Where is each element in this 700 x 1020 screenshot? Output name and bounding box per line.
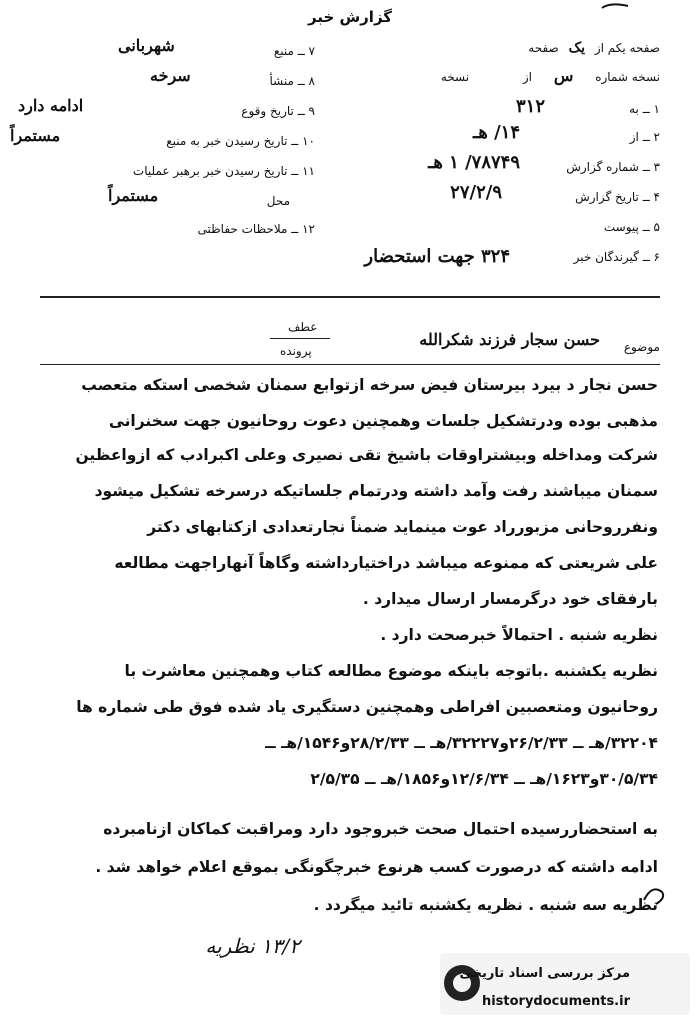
field-security-notes-label: ۱۲ ــ ملاحظات حفاظتی — [197, 222, 315, 236]
page-number-label: صفحه یکم از — [594, 41, 660, 55]
subject-value: حسن سجار فرزند شکرالله — [419, 330, 600, 349]
body-line: به استحضاررسیده احتمال صحت خبروجود دارد ومراقبت کماکان ازنامبرده — [103, 820, 658, 838]
file-label: پرونده — [280, 344, 312, 358]
field-to-label: ۱ ــ به — [629, 102, 660, 116]
document-title: گزارش خبر — [307, 8, 393, 26]
handwritten-note: ۱۳/۲ نظریه — [205, 934, 300, 958]
body-line: سمنان میباشند رفت وآمد داشته ودرتمام جلساتیکه درسرخه تشکیل میشود — [94, 482, 658, 500]
field-recipients-label: ۶ ــ گیرندگان خبر — [573, 250, 660, 264]
body-line: نظریه سه شنبه . نظریه یکشنبه تائید میگردد . — [313, 896, 658, 914]
subject-label: موضوع — [623, 340, 660, 354]
reference-divider — [270, 338, 330, 339]
field-recipients-value: ۳۲۴ جهت استحضار — [364, 246, 510, 267]
body-line: حسن نجار د بیرد بیرستان فیض سرخه ازتوابع سمنان شخصی استکه متعصب — [81, 376, 658, 394]
field-source-receive-date-value: مستمراً — [10, 126, 61, 145]
body-line: مذهبی بوده ودرتشکیل جلسات وهمچنین دعوت روحانیون جهت سخنرانی — [108, 412, 658, 430]
field-attachment-label: ۵ ــ پیوست — [603, 220, 660, 234]
copy-number-row — [441, 66, 660, 85]
field-report-date-value: ۲۷/۲/۹ — [450, 182, 502, 203]
handwritten-mark — [640, 880, 670, 910]
body-line: شرکت ومداخله وبیشتراوقات باشیخ تقی نصیری وعلی اکبرادب که ازواعظین — [75, 446, 658, 464]
field-from-value: ۱۴/ هـ — [473, 122, 520, 143]
field-report-number-label: ۳ ــ شماره گزارش — [566, 160, 660, 174]
body-line: ۳۲۲۰۴/هـ ــ ۲۶/۲/۳۳و۳۲۲۲۷/هـ ــ ۲۸/۲/۳۳و۱۵۴۶/هـ ــ — [265, 734, 658, 752]
field-occurrence-date-value: ادامه دارد — [18, 96, 84, 115]
field-location-value: مستمراً — [108, 186, 159, 205]
copy-number-handwritten: س — [553, 66, 574, 85]
archive-watermark-url: historydocuments.ir — [481, 994, 630, 1009]
field-location-label: محل — [266, 194, 290, 208]
page-number-suffix: صفحه — [528, 41, 559, 55]
body-line: نظریه یکشنبه .باتوجه باینکه موضوع مطالعه کتاب وهمچنین معاشرت با — [124, 662, 658, 680]
page-number-row — [528, 40, 660, 56]
field-source-value: شهربانی — [118, 36, 175, 55]
field-report-number-value: ۷۸۷۴۹/ ۱ هـ — [428, 152, 520, 173]
header-divider — [40, 296, 660, 298]
field-occurrence-date-label: ۹ ــ تاریخ وقوع — [241, 104, 315, 118]
field-origin-value: سرخه — [150, 66, 191, 85]
body-line: علی شریعتی که ممنوعه میباشد دراختیارداشته وگاهاً آنهاراجهت مطالعه — [114, 554, 658, 572]
page-number-handwritten: یک — [568, 40, 586, 56]
body-line: روحانیون ومتعصبین افراطی وهمچنین دستگیری یاد شده فوق طی شماره ها — [76, 698, 658, 716]
reference-label: عطف — [288, 320, 318, 334]
copy-number-label: نسخه شماره — [595, 70, 660, 84]
field-ops-receive-date-label: ۱۱ ــ تاریخ رسیدن خبر برهبر عملیات — [132, 164, 315, 178]
body-line: ادامه داشته که درصورت کسب هرنوع خبرچگونگی بموقع اعلام خواهد شد . — [95, 858, 658, 876]
copy-number-suffix: نسخه — [440, 70, 470, 84]
field-report-date-label: ۴ ــ تاریخ گزارش — [575, 190, 660, 204]
body-line: ۳۰/۵/۳۴و۱۶۲۳/هـ ــ ۱۲/۶/۳۴و۱۸۵۶/هـ ــ ۲/۵/۳۵ — [310, 770, 658, 788]
body-line: ونفرروحانی مزبورراد عوت مینماید ضمناً نجارتعدادی ازکتابهای دکتر — [147, 518, 658, 536]
field-source-receive-date-label: ۱۰ ــ تاریخ رسیدن خبر به منبع — [166, 134, 315, 148]
subject-divider — [40, 364, 660, 365]
field-to-value: ۳۱۲ — [515, 96, 545, 117]
copy-number-mid: از — [522, 70, 533, 84]
archive-watermark-text: مرکز بررسی اسناد تاریخی — [459, 966, 630, 981]
top-margin-mark — [600, 0, 630, 10]
body-line: بارفقای خود درگرمسار ارسال میدارد . — [362, 590, 658, 608]
field-source-label: ۷ ــ منبع — [273, 44, 315, 58]
field-origin-label: ۸ ــ منشأ — [269, 74, 315, 88]
field-from-label: ۲ ــ از — [629, 130, 660, 144]
body-line: نظریه شنبه . احتمالاً خبرصحت دارد . — [380, 626, 658, 644]
